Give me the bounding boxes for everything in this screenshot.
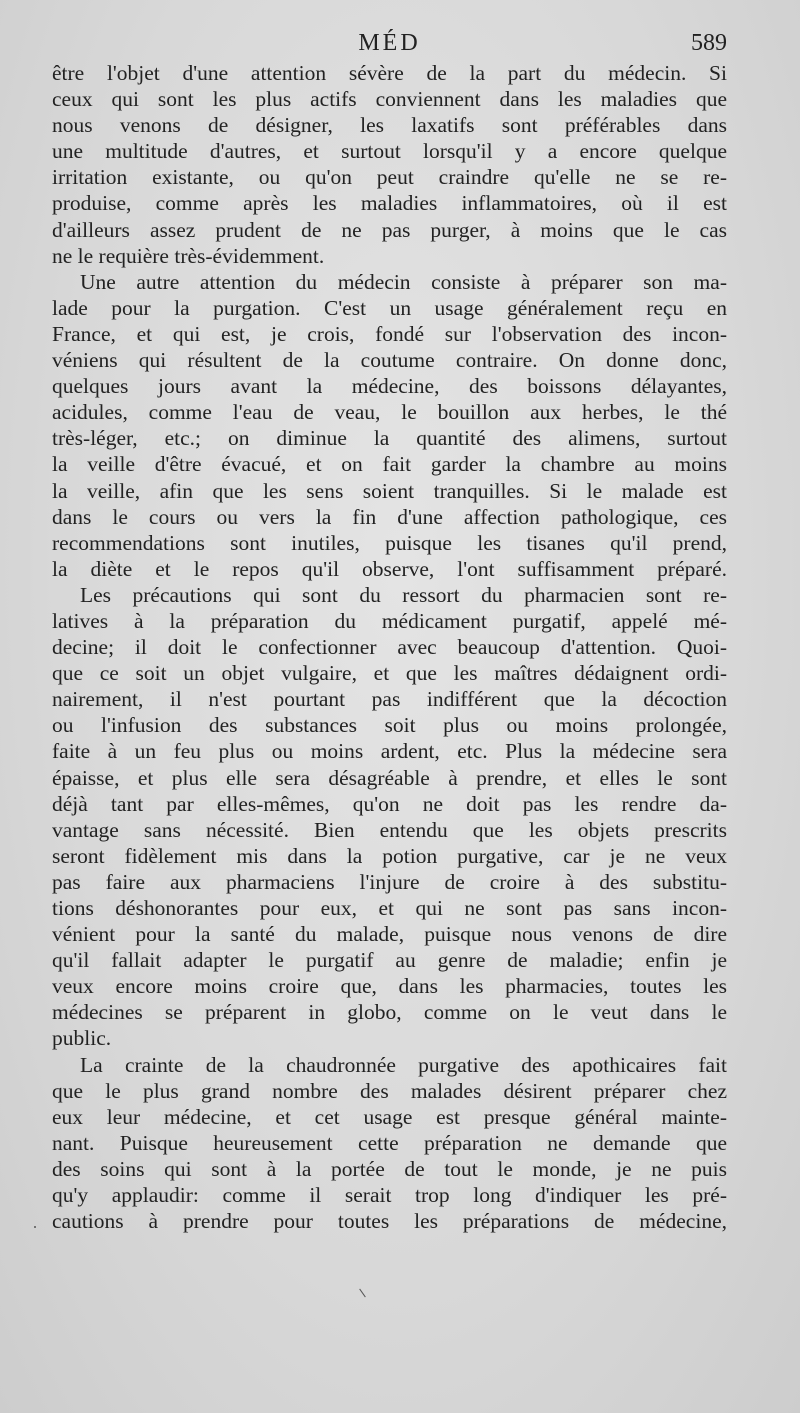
text-line: nous venons de désigner, les laxatifs sont préférables dans [52,113,727,138]
text-line: la veille, afin que les sens soient tranquilles. Si le malade est [52,478,727,503]
text-line: latives à la préparation du médicament purgatif, appelé mé- [52,608,727,633]
text-line: France, et qui est, je crois, fondé sur l'observation des incon- [52,321,727,346]
paper-speck [34,1226,36,1228]
text-line: veux encore moins croire que, dans les pharmacies, toutes les [52,974,727,999]
text-line: médecines se préparent in globo, comme on le veut dans le [52,1000,727,1025]
text-line: produise, comme après les maladies inflammatoires, où il est [52,191,727,216]
text-line: d'ailleurs assez prudent de ne pas purger, à moins que le cas [52,217,727,242]
text-line: qu'y applaudir: comme il serait trop long d'indiquer les pré- [52,1183,727,1208]
text-line: des soins qui sont à la portée de tout le monde, je ne puis [52,1156,727,1181]
page-number: 589 [691,30,727,56]
text-line: dans le cours ou vers la fin d'une affection pathologique, ces [52,504,727,529]
text-line: seront fidèlement mis dans la potion purgative, car je ne veux [52,843,727,868]
text-line: tions déshonorantes pour eux, et qui ne sont pas sans incon- [52,896,727,920]
text-line: que le plus grand nombre des malades désirent préparer chez [52,1078,727,1103]
paragraph-2 [52,269,727,582]
paragraph-3 [52,582,727,1052]
text-line: La crainte de la chaudronnée purgative des apothicaires fait [80,1052,727,1077]
paper-speck [359,1289,366,1298]
text-line: irritation existante, ou qu'on peut craindre qu'elle ne se re- [52,165,727,190]
text-line: nant. Puisque heureusement cette préparation ne demande que [52,1130,727,1155]
text-line: recommendations sont inutiles, puisque les tisanes qu'il prend, [52,530,727,555]
running-head: MÉD [358,30,421,56]
text-line: véniens qui résultent de la coutume contraire. On donne donc, [52,348,727,373]
text-line: pas faire aux pharmaciens l'injure de croire à des substitu- [52,869,727,894]
text-line: vantage sans nécessité. Bien entendu que les objets prescrits [52,817,727,842]
body-text [52,60,727,1234]
paragraph-1 [52,60,727,269]
text-line: decine; il doit le confectionner avec beaucoup d'attention. Quoi- [52,635,727,660]
text-line: être l'objet d'une attention sévère de la part du médecin. Si [52,61,727,85]
text-line: Une autre attention du médecin consiste à préparer son ma- [80,269,727,294]
text-line: faite à un feu plus ou moins ardent, etc. Plus la médecine sera [52,739,727,764]
text-line: la veille d'être évacué, et on fait garder la chambre au moins [52,452,727,477]
text-line: vénient pour la santé du malade, puisque nous venons de dire [52,922,727,947]
text-line: très-léger, etc.; on diminue la quantité des alimens, surtout [52,426,727,451]
text-line: quelques jours avant la médecine, des boissons délayantes, [52,374,727,399]
text-line: une multitude d'autres, et surtout lorsqu'il y a encore quelque [52,139,727,164]
text-line: ceux qui sont les plus actifs conviennent dans les maladies que [52,87,727,112]
text-line: que ce soit un objet vulgaire, et que les maîtres dédaignent ordi- [52,661,727,686]
text-line: épaisse, et plus elle sera désagréable à prendre, et elles le sont [52,765,727,790]
text-line: déjà tant par elles-mêmes, qu'on ne doit pas les rendre da- [52,791,727,816]
text-line: cautions à prendre pour toutes les préparations de médecine, [52,1209,727,1234]
text-line: ne le requière très-évidemment. [52,243,325,268]
text-line: eux leur médecine, et cet usage est presque général mainte- [52,1104,727,1129]
text-line: ou l'infusion des substances soit plus ou moins prolongée, [52,713,727,738]
text-line: acidules, comme l'eau de veau, le bouillon aux herbes, le thé [52,400,727,425]
text-line: nairement, il n'est pourtant pas indifférent que la décoction [52,687,727,712]
text-line: Les précautions qui sont du ressort du pharmacien sont re- [80,582,727,607]
text-line: qu'il fallait adapter le purgatif au genre de maladie; enfin je [52,948,727,973]
text-line: la diète et le repos qu'il observe, l'ont suffisamment préparé. [52,556,727,581]
paragraph-4 [52,1052,727,1235]
text-line: lade pour la purgation. C'est un usage généralement reçu en [52,295,727,320]
text-line: public. [52,1026,112,1051]
